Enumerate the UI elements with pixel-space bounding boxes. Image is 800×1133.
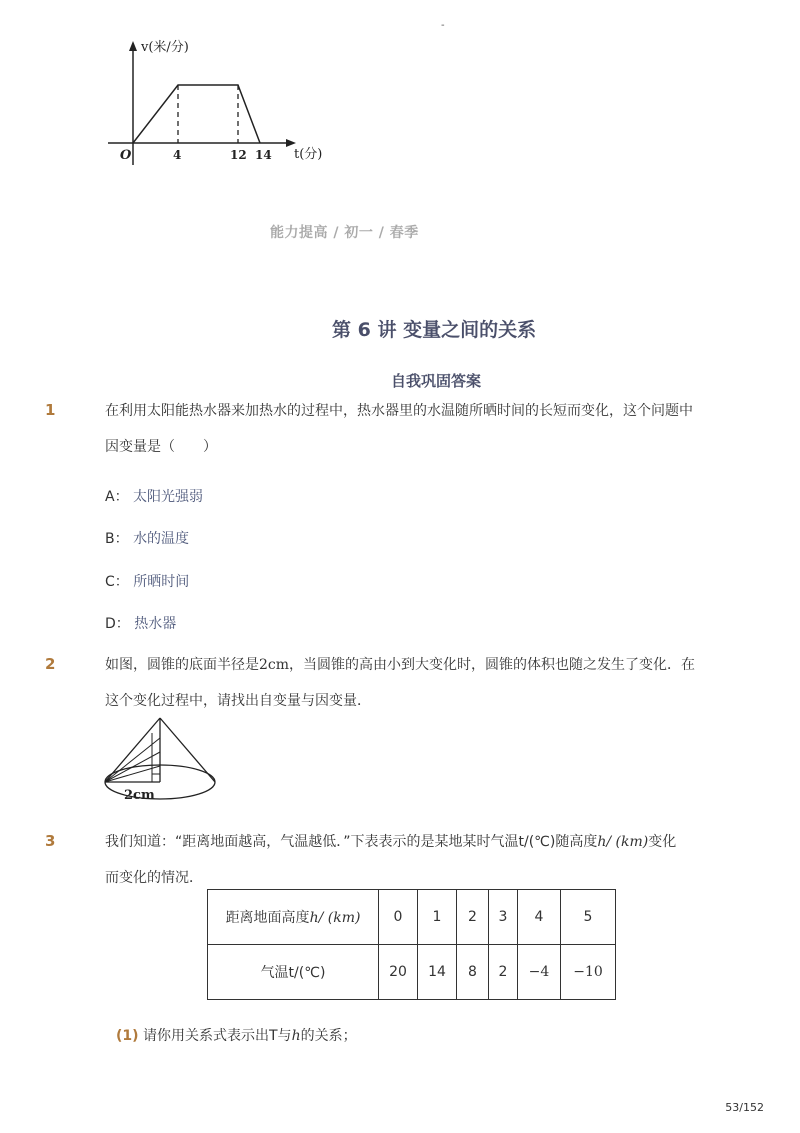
question-number-3: 3 — [45, 832, 56, 850]
sub-question-1-label: (1) — [116, 1028, 139, 1044]
question-3-text — [105, 824, 676, 896]
origin-label: O — [120, 148, 132, 163]
y-axis-label: v(米/分) — [141, 40, 189, 55]
height-cell: 2 — [457, 890, 489, 945]
question-1-line-1: 在利用太阳能热水器来加热水的过程中，热水器里的水温随所晒时间的长短而变化，这个问题中 — [105, 403, 693, 419]
option-c-label: C： — [105, 574, 129, 590]
sub-question-1: (1) 请你用关系式表示出T与h的关系； — [116, 1028, 357, 1044]
temperature-cell: 14 — [418, 945, 457, 1000]
option-d-text: 热水器 — [134, 616, 177, 632]
breadcrumb: 能力提高 / 初一 / 春季 — [270, 225, 419, 241]
question-1-line-2: 因变量是（ ） — [105, 439, 217, 455]
height-cell: 5 — [561, 890, 616, 945]
row-header-temperature: 气温t/(℃) — [208, 945, 379, 1000]
temperature-cell: −4 — [518, 945, 561, 1000]
altitude-temperature-table — [207, 889, 616, 1000]
question-2-line-2: 这个变化过程中，请找出自变量与因变量． — [105, 693, 371, 709]
height-cell: 4 — [518, 890, 561, 945]
math-h: h — [291, 1028, 301, 1044]
height-cell: 1 — [418, 890, 457, 945]
row-header-height: 距离地面高度h/ (km) — [208, 890, 379, 945]
lesson-title: 第 6 讲 变量之间的关系 — [332, 319, 537, 341]
height-cell: 0 — [379, 890, 418, 945]
question-number-2: 2 — [45, 655, 56, 673]
temperature-cell: 2 — [489, 945, 518, 1000]
question-3-line-2: 而变化的情况． — [105, 870, 203, 886]
math-h-km: h/ (km) — [597, 834, 649, 850]
option-a-label: A： — [105, 489, 129, 505]
x-tick-14: 14 — [255, 148, 272, 162]
question-2-text — [105, 647, 695, 719]
cone-figure — [100, 712, 225, 807]
speed-line — [133, 85, 260, 143]
option-b[interactable] — [105, 528, 189, 548]
x-axis-arrow — [286, 139, 296, 147]
top-mark: - — [441, 20, 445, 31]
page-number: 53/152 — [725, 1101, 764, 1114]
cone-radius-label: 2cm — [124, 788, 155, 803]
option-d-label: D： — [105, 616, 130, 632]
option-b-text: 水的温度 — [133, 531, 190, 547]
question-3-line-1: 我们知道：“距离地面越高，气温越低．”下表表示的是某地某时气温t/(℃)随高度h/ (km)变化 — [105, 834, 677, 850]
temperature-cell: 20 — [379, 945, 418, 1000]
temperature-cell: 8 — [457, 945, 489, 1000]
x-tick-4: 4 — [173, 148, 182, 162]
option-d[interactable] — [105, 613, 176, 633]
math-2cm: 2cm — [259, 657, 290, 673]
option-c-text: 所晒时间 — [133, 574, 190, 590]
section-title: 自我巩固答案 — [391, 372, 482, 390]
y-axis-arrow — [129, 41, 137, 51]
question-1-text — [105, 393, 693, 465]
speed-time-graph — [100, 35, 340, 170]
x-axis-label: t(分) — [294, 147, 323, 162]
cone-side-right — [160, 718, 215, 782]
question-number-1: 1 — [45, 401, 56, 419]
option-a[interactable] — [105, 486, 203, 506]
temperature-cell: −10 — [561, 945, 616, 1000]
table-row-height — [208, 890, 616, 945]
x-tick-12: 12 — [230, 148, 247, 162]
height-cell: 3 — [489, 890, 518, 945]
table-row-temperature — [208, 945, 616, 1000]
question-2-line-1: 如图，圆锥的底面半径是2cm，当圆锥的高由小到大变化时，圆锥的体积也随之发生了变化．在 — [105, 657, 696, 673]
option-a-text: 太阳光强弱 — [133, 489, 204, 505]
option-b-label: B： — [105, 531, 129, 547]
option-c[interactable] — [105, 571, 189, 591]
